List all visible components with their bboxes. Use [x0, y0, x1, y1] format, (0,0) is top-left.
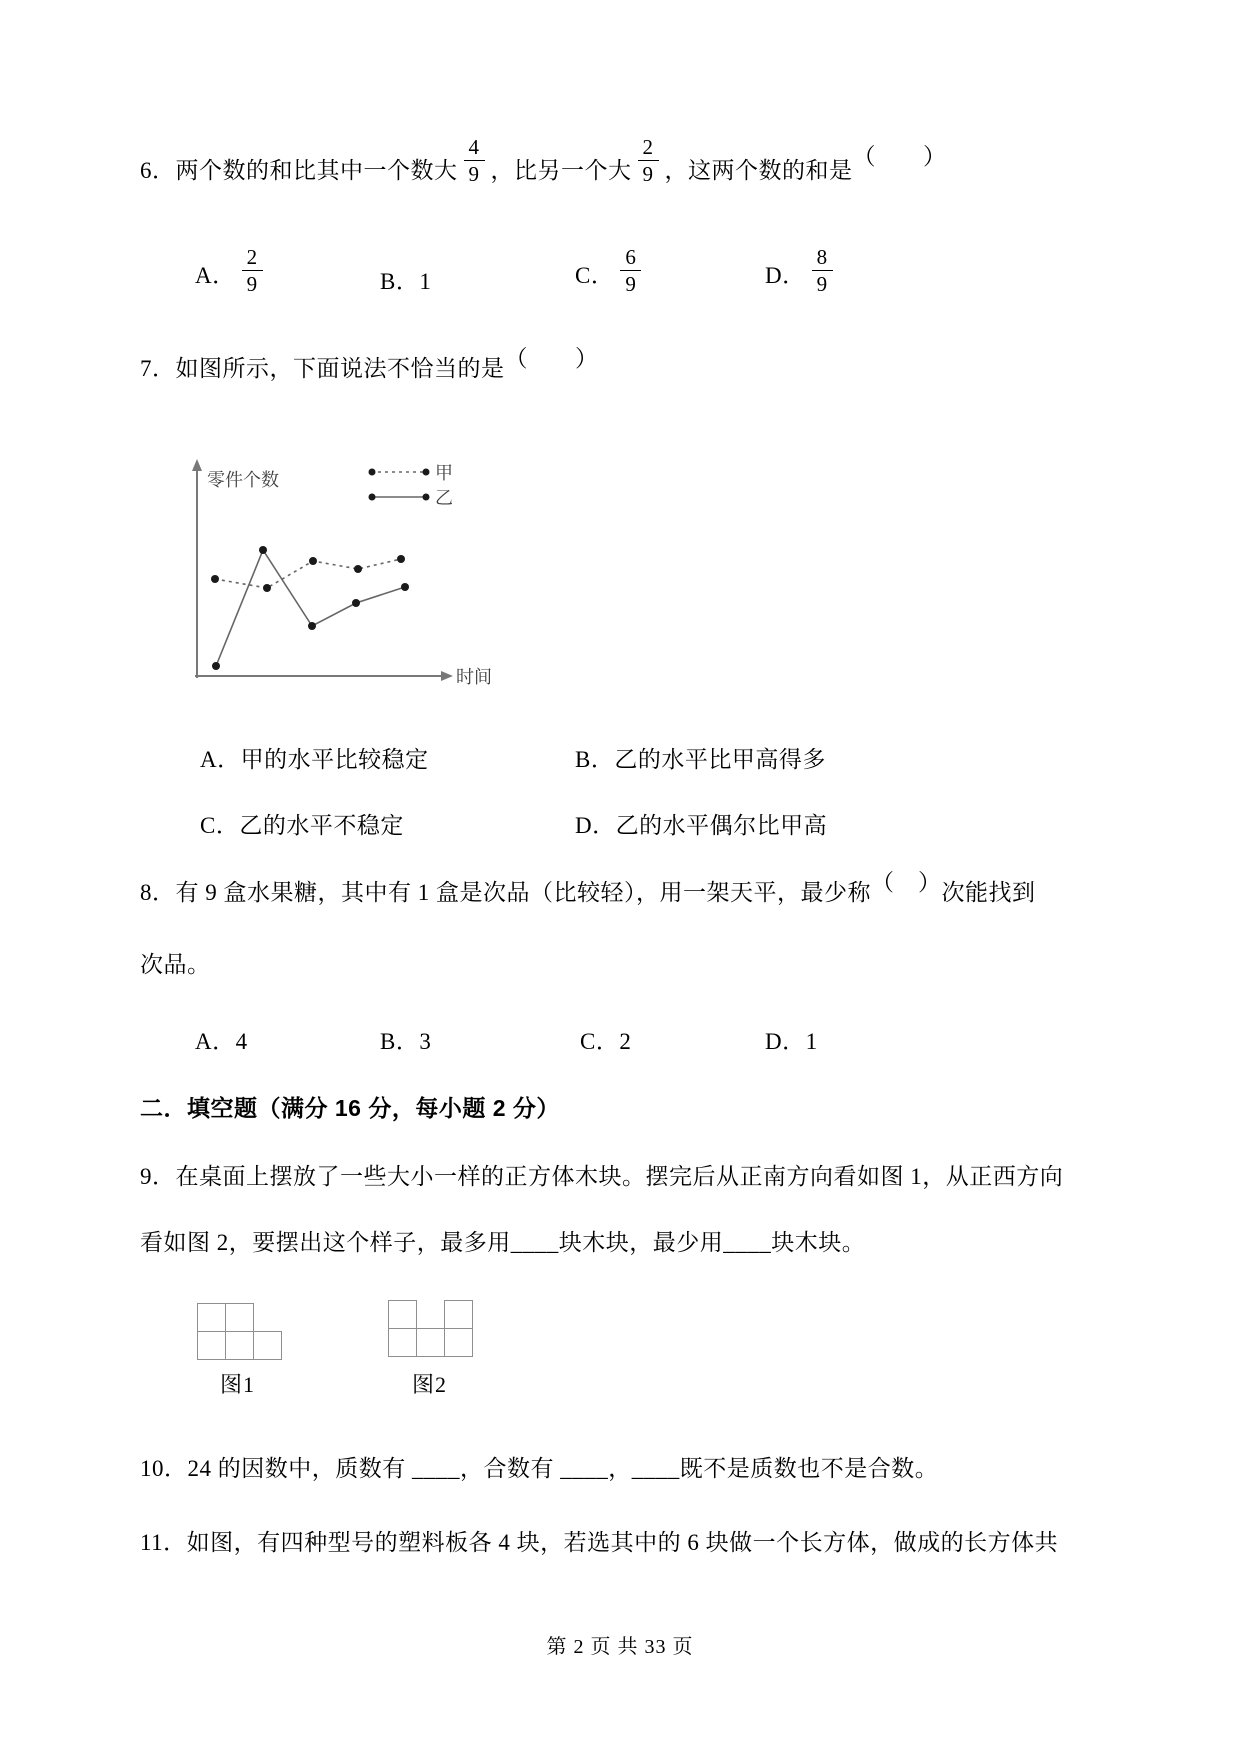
question-7-text: 7．如图所示，下面说法不恰当的是（ ）: [140, 352, 599, 386]
section-2-heading: 二．填空题（满分 16 分，每小题 2 分）: [140, 1095, 560, 1121]
grid-cell: [225, 1331, 254, 1360]
q7-option-a: A．甲的水平比较稳定: [200, 747, 429, 772]
question-10-text: 10．24 的因数中，质数有 ____，合数有 ____，____既不是质数也不是合数。: [140, 1456, 939, 1481]
q7-option-c: C．乙的水平不稳定: [200, 813, 404, 838]
q7-chart-svg: [175, 448, 505, 698]
question-8-text-line2: 次品。: [140, 952, 211, 977]
grid-cell: [197, 1303, 226, 1332]
q6-text-after: ，这两个数的和是: [664, 158, 853, 183]
q6-fraction-2: $\frac{2}{9}$: [638, 135, 659, 186]
page-number: 第 2 页 共 33 页: [546, 1636, 694, 1658]
legend-yi-label: 乙: [435, 488, 453, 508]
q6-text-before: 6．两个数的和比其中一个数大: [140, 158, 458, 183]
q7-options-row-2: [140, 806, 1120, 840]
q8-option-b: B．3: [380, 1029, 432, 1054]
grid-cell: [388, 1300, 417, 1329]
chart-legend: [369, 463, 454, 508]
q7-options-row-1: [140, 740, 1120, 774]
grid-cell: [444, 1328, 473, 1357]
q7-option-d: D．乙的水平偶尔比甲高: [575, 813, 828, 838]
q9-figure-2: [388, 1300, 474, 1358]
q6-options-row: [140, 232, 1120, 296]
q6-option-b: B．1: [380, 269, 432, 294]
q6-text-mid: ，比另一个大: [490, 158, 632, 183]
question-6-text: [140, 128, 947, 186]
question-9-text-line2: 看如图 2，要摆出这个样子，最多用____块木块，最少用____块木块。: [140, 1230, 866, 1255]
q6-option-d: D． $\frac{8}{9}$: [765, 245, 839, 296]
grid-cell: [444, 1300, 473, 1329]
q7-option-b: B．乙的水平比甲高得多: [575, 747, 826, 772]
x-axis-arrow-icon: [441, 671, 453, 681]
q6-answer-blank: （ ）: [852, 144, 947, 169]
chart-ylabel: 零件个数: [207, 470, 279, 490]
question-9-text-line1: 9．在桌面上摆放了一些大小一样的正方体木块。摆完后从正南方向看如图 1，从正西方向: [140, 1164, 1064, 1189]
legend-jia-label: 甲: [435, 463, 453, 483]
question-11-text: 11．如图，有四种型号的塑料板各 4 块，若选其中的 6 块做一个长方体，做成的长方体共: [140, 1530, 1059, 1555]
q7-line-chart: [175, 448, 505, 698]
q9-figure-2-label: 图2: [412, 1372, 448, 1397]
q8-option-d: D．1: [765, 1029, 818, 1054]
q8-option-a: A．4: [195, 1029, 248, 1054]
grid-cell: [388, 1328, 417, 1357]
grid-cell: [416, 1328, 445, 1357]
chart-series: [211, 546, 409, 670]
question-8-text-line1: 8．有 9 盒水果糖，其中有 1 盒是次品（比较轻），用一架天平，最少称（ ）次能找到: [140, 876, 1036, 910]
grid-cell: [197, 1331, 226, 1360]
q6-fraction-1: $\frac{4}{9}$: [464, 135, 485, 186]
grid-cell: [225, 1303, 254, 1332]
q6-option-a: A． $\frac{2}{9}$: [195, 245, 269, 296]
y-axis-arrow-icon: [192, 459, 202, 471]
q9-figure-1-label: 图1: [220, 1372, 256, 1397]
q8-option-c: C．2: [580, 1029, 632, 1054]
q7-answer-blank: （ ）: [504, 346, 599, 371]
grid-cell: [253, 1331, 282, 1360]
chart-xlabel: 时间: [456, 667, 492, 687]
q8-answer-blank: （ ）: [871, 870, 942, 895]
q9-figure-1: [197, 1303, 283, 1361]
q6-option-c: C． $\frac{6}{9}$: [575, 245, 647, 296]
q8-options-row: [140, 1022, 1120, 1056]
